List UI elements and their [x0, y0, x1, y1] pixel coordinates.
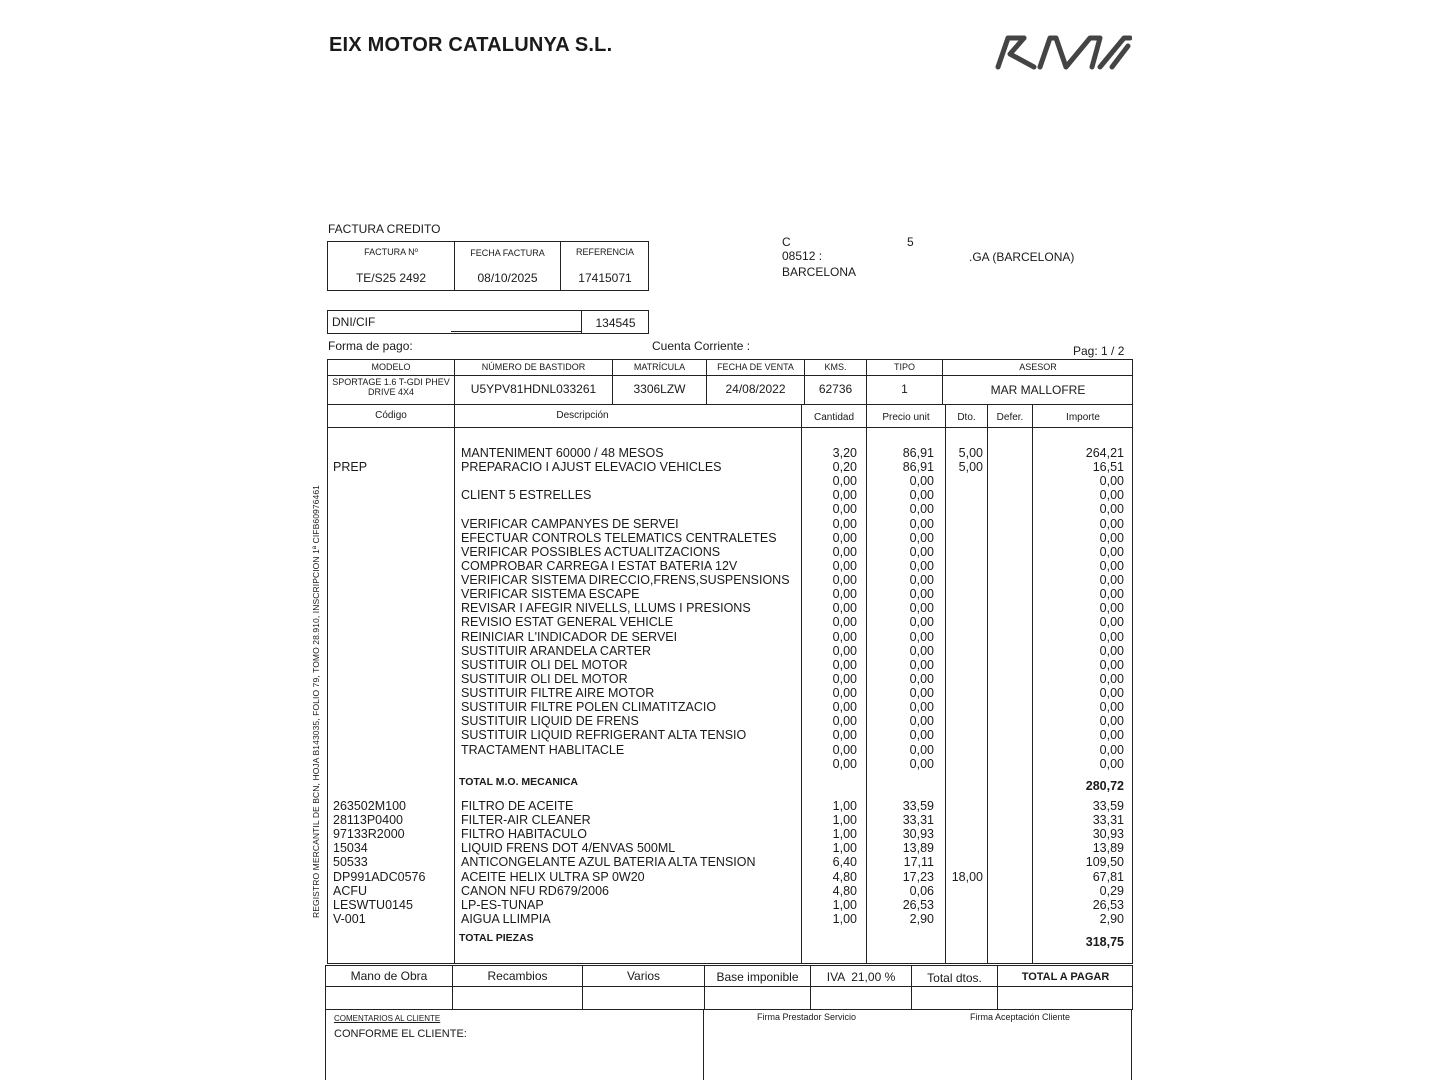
cell-cantidad: 0,00 — [832, 756, 857, 771]
table-row — [0, 714, 1440, 728]
cell-codigo: 28113P0400 — [333, 813, 403, 828]
cell-importe: 0,00 — [1099, 587, 1124, 602]
cell-cantidad: 0,00 — [832, 671, 857, 686]
cell-precio: 17,23 — [902, 869, 934, 884]
summary-base-imponible: Base imponible — [716, 970, 799, 984]
table-row — [0, 700, 1440, 714]
cell-cantidad: 0,00 — [832, 686, 857, 701]
table-row — [0, 587, 1440, 601]
vehicle-model-line1: SPORTAGE 1.6 T-GDI PHEV — [332, 377, 450, 387]
summary-total-a-pagar: TOTAL A PAGAR — [1021, 971, 1110, 983]
cell-precio: 33,59 — [902, 799, 934, 813]
cell-precio: 0,00 — [909, 615, 934, 630]
col-fecha-venta: FECHA DE VENTA — [717, 362, 794, 372]
cell-precio: 86,91 — [902, 460, 934, 475]
cell-dto: 5,00 — [958, 446, 983, 460]
cell-importe: 0,00 — [1099, 558, 1124, 573]
col-dto: Dto. — [957, 412, 976, 423]
table-row — [0, 743, 1440, 757]
col-bastidor: NÚMERO DE BASTIDOR — [481, 362, 586, 372]
vehicle-model-line2: DRIVE 4X4 — [367, 387, 415, 397]
cell-cantidad: 1,00 — [832, 827, 857, 842]
cell-precio: 0,00 — [909, 742, 934, 757]
col-descripcion: Descripción — [556, 410, 609, 421]
invoice-date-label: FECHA FACTURA — [470, 248, 545, 258]
table-row — [0, 517, 1440, 531]
cell-precio: 0,00 — [909, 530, 934, 545]
cell-precio: 0,06 — [909, 883, 934, 898]
cell-descripcion: REVISIO ESTAT GENERAL VEHICLE — [461, 615, 674, 630]
cell-precio: 0,00 — [909, 657, 934, 672]
cell-cantidad: 0,00 — [832, 558, 857, 573]
cell-importe: 0,00 — [1099, 573, 1124, 588]
cell-descripcion: LP-ES-TUNAP — [461, 897, 544, 912]
cell-precio: 17,11 — [903, 855, 934, 870]
cell-precio: 0,00 — [909, 756, 934, 771]
cell-cantidad: 0,00 — [832, 615, 857, 630]
cell-descripcion: ANTICONGELANTE AZUL BATERIA ALTA TENSION — [461, 855, 756, 870]
cell-descripcion: SUSTITUIR ARANDELA CARTER — [461, 643, 652, 658]
table-row — [0, 728, 1440, 742]
cell-codigo: LESWTU0145 — [333, 897, 413, 912]
cell-precio: 13,89 — [902, 841, 934, 856]
cell-precio: 0,00 — [909, 714, 934, 729]
cell-precio: 86,91 — [902, 446, 934, 460]
summary-varios: Varios — [626, 969, 661, 983]
cell-cantidad: 0,00 — [832, 742, 857, 757]
table-row — [0, 898, 1440, 912]
cell-importe: 0,00 — [1099, 502, 1124, 517]
cell-cantidad: 4,80 — [832, 883, 857, 898]
col-cantidad: Cantidad — [813, 412, 855, 423]
cell-dto: 5,00 — [958, 460, 983, 475]
customer-town: .GA (BARCELONA) — [969, 250, 1075, 264]
parts-total-label: TOTAL PIEZAS — [459, 932, 534, 944]
invoice-number-label: FACTURA Nº — [364, 247, 418, 257]
cell-precio: 0,00 — [909, 558, 934, 573]
cell-dto: 18,00 — [951, 869, 983, 884]
cell-importe: 0,00 — [1099, 728, 1124, 743]
cell-cantidad: 0,00 — [832, 502, 857, 517]
cell-precio: 0,00 — [909, 587, 934, 602]
cell-importe: 264,21 — [1085, 446, 1124, 460]
col-defer: Defer. — [996, 412, 1024, 423]
cell-importe: 0,00 — [1099, 544, 1124, 559]
table-row — [0, 813, 1440, 827]
table-row — [0, 531, 1440, 545]
labor-total-label: TOTAL M.O. MECANICA — [459, 776, 578, 788]
col-matricula: MATRÍCULA — [633, 362, 686, 372]
vehicle-bastidor: U5YPV81HDNL033261 — [470, 382, 597, 396]
table-row — [0, 757, 1440, 771]
cell-descripcion: SUSTITUIR LIQUID REFRIGERANT ALTA TENSIO — [461, 728, 747, 743]
cell-precio: 33,31 — [902, 813, 934, 828]
table-row — [0, 545, 1440, 559]
cell-importe: 0,00 — [1099, 629, 1124, 644]
table-row — [0, 615, 1440, 629]
table-row — [0, 460, 1440, 474]
customer-city: BARCELONA — [782, 265, 857, 279]
document-type: FACTURA CREDITO — [328, 222, 441, 236]
cell-precio: 0,00 — [909, 700, 934, 715]
cell-codigo: 97133R2000 — [333, 827, 405, 842]
cell-cantidad: 6,40 — [832, 855, 857, 870]
cell-importe: 2,90 — [1099, 911, 1124, 926]
cell-importe: 26,53 — [1092, 897, 1124, 912]
cell-codigo: PREP — [333, 460, 368, 475]
current-account-label: Cuenta Corriente : — [652, 339, 751, 353]
cell-descripcion: REINICIAR L'INDICADOR DE SERVEI — [461, 629, 678, 644]
cell-precio: 0,00 — [909, 728, 934, 743]
vehicle-tipo: 1 — [901, 382, 908, 396]
cell-cantidad: 1,00 — [832, 911, 857, 926]
cell-descripcion: LIQUID FRENS DOT 4/ENVAS 500ML — [461, 841, 676, 856]
cell-importe: 0,00 — [1099, 714, 1124, 729]
col-kms: KMS. — [824, 362, 847, 372]
cell-descripcion: REVISAR I AFEGIR NIVELLS, LLUMS I PRESIONS — [461, 601, 751, 616]
cell-descripcion: CLIENT 5 ESTRELLES — [461, 488, 592, 503]
cell-precio: 0,00 — [909, 502, 934, 517]
cell-cantidad: 0,00 — [832, 700, 857, 715]
table-row — [0, 630, 1440, 644]
cell-codigo: 50533 — [333, 855, 368, 870]
summary-iva: IVA 21,00 % — [826, 970, 896, 984]
cell-descripcion: SUSTITUIR FILTRE AIRE MOTOR — [461, 686, 655, 701]
table-row — [0, 446, 1440, 460]
cell-cantidad: 1,00 — [832, 813, 857, 828]
cell-importe: 0,00 — [1099, 474, 1124, 489]
cell-importe: 0,00 — [1099, 700, 1124, 715]
cell-cantidad: 0,00 — [832, 573, 857, 588]
cell-codigo: 263502M100 — [333, 799, 406, 813]
table-row — [0, 884, 1440, 898]
cell-importe: 0,00 — [1099, 686, 1124, 701]
cell-importe: 0,00 — [1099, 671, 1124, 686]
invoice-date: 08/10/2025 — [477, 271, 538, 285]
cell-importe: 0,00 — [1099, 615, 1124, 630]
cell-importe: 0,00 — [1099, 643, 1124, 658]
cell-cantidad: 0,00 — [832, 643, 857, 658]
col-tipo: TIPO — [893, 362, 915, 372]
cell-cantidad: 0,00 — [832, 657, 857, 672]
table-row — [0, 488, 1440, 502]
cell-precio: 0,00 — [909, 474, 934, 489]
cell-codigo: 15034 — [333, 841, 368, 856]
cell-descripcion: EFECTUAR CONTROLS TELEMATICS CENTRALETES — [461, 530, 777, 545]
table-row — [0, 855, 1440, 869]
cell-cantidad: 0,00 — [832, 728, 857, 743]
cell-importe: 109,50 — [1085, 855, 1124, 870]
cell-precio: 2,90 — [909, 911, 934, 926]
cell-importe: 33,59 — [1092, 799, 1124, 813]
cell-precio: 0,00 — [909, 601, 934, 616]
cell-codigo: ACFU — [333, 883, 368, 898]
cell-descripcion: ACEITE HELIX ULTRA SP 0W20 — [461, 869, 645, 884]
cell-importe: 13,89 — [1092, 841, 1124, 856]
table-row — [0, 502, 1440, 516]
col-precio: Precio unit — [882, 412, 930, 423]
cell-descripcion: SUSTITUIR FILTRE POLEN CLIMATITZACIO — [461, 700, 717, 715]
cell-importe: 0,29 — [1099, 883, 1124, 898]
cell-cantidad: 0,00 — [832, 587, 857, 602]
cell-descripcion: FILTRO HABITACULO — [461, 827, 587, 842]
cell-descripcion: VERIFICAR SISTEMA DIRECCIO,FRENS,SUSPENSIONS — [461, 573, 790, 588]
cell-cantidad: 0,00 — [832, 629, 857, 644]
cell-importe: 0,00 — [1099, 742, 1124, 757]
cell-precio: 0,00 — [909, 643, 934, 658]
cell-descripcion: VERIFICAR POSSIBLES ACTUALITZACIONS — [461, 544, 721, 559]
dni-value: 134545 — [595, 316, 636, 330]
table-row — [0, 799, 1440, 813]
customer-line1: C — [782, 235, 791, 249]
cell-cantidad: 1,00 — [832, 897, 857, 912]
customer-conformity: CONFORME EL CLIENTE: — [334, 1028, 467, 1040]
parts-total-value: 318,75 — [1085, 935, 1124, 949]
cell-precio: 0,00 — [909, 629, 934, 644]
cell-descripcion: FILTER-AIR CLEANER — [461, 813, 591, 828]
table-row — [0, 672, 1440, 686]
cell-cantidad: 1,00 — [832, 841, 857, 856]
page-number: Pag: 1 / 2 — [1073, 344, 1125, 358]
invoice-reference: 17415071 — [578, 271, 632, 285]
cell-cantidad: 0,00 — [832, 516, 857, 531]
cell-cantidad: 3,20 — [832, 446, 857, 460]
cell-descripcion: VERIFICAR SISTEMA ESCAPE — [461, 587, 640, 602]
cell-cantidad: 4,80 — [832, 869, 857, 884]
cell-importe: 0,00 — [1099, 530, 1124, 545]
cell-precio: 0,00 — [909, 544, 934, 559]
cell-importe: 16,51 — [1092, 460, 1124, 475]
cell-descripcion: MANTENIMENT 60000 / 48 MESOS — [461, 446, 664, 460]
company-name: EIX MOTOR CATALUNYA S.L. — [329, 34, 613, 56]
summary-mano-obra: Mano de Obra — [350, 969, 428, 983]
table-row — [0, 686, 1440, 700]
cell-cantidad: 0,00 — [832, 601, 857, 616]
table-row — [0, 658, 1440, 672]
cell-descripcion: FILTRO DE ACEITE — [461, 799, 574, 813]
dni-label: DNI/CIF — [332, 315, 376, 329]
cell-importe: 0,00 — [1099, 601, 1124, 616]
customer-signature-label: Firma Aceptación Cliente — [970, 1012, 1071, 1022]
table-row — [0, 827, 1440, 841]
cell-importe: 0,00 — [1099, 756, 1124, 771]
table-row — [0, 559, 1440, 573]
vehicle-fecha-venta: 24/08/2022 — [725, 382, 786, 396]
vehicle-kms: 62736 — [818, 382, 853, 396]
cell-codigo: DP991ADC0576 — [333, 869, 426, 884]
vehicle-asesor: MAR MALLOFRE — [990, 383, 1086, 397]
registry-text: REGISTRO MERCANTIL DE BCN, HOJA B143035, FOLIO 79, TOMO 28.910, INSCRIPCION 1ª CIFB60976461 — [311, 485, 321, 918]
cell-descripcion: SUSTITUIR OLI DEL MOTOR — [461, 671, 628, 686]
cell-cantidad: 0,20 — [832, 460, 857, 475]
invoice-number: TE/S25 2492 — [355, 271, 427, 285]
cell-precio: 0,00 — [909, 671, 934, 686]
cell-precio: 26,53 — [902, 897, 934, 912]
cell-descripcion: SUSTITUIR LIQUID DE FRENS — [461, 714, 639, 729]
customer-postcode: 08512 : — [782, 249, 823, 263]
cell-importe: 67,81 — [1092, 869, 1124, 884]
cell-precio: 0,00 — [909, 686, 934, 701]
cell-descripcion: COMPROBAR CARREGA I ESTAT BATERIA 12V — [461, 558, 738, 573]
col-importe: Importe — [1066, 412, 1100, 423]
col-codigo: Código — [375, 410, 407, 421]
cell-importe: 0,00 — [1099, 657, 1124, 672]
cell-descripcion: VERIFICAR CAMPANYES DE SERVEI — [461, 516, 679, 531]
payment-method-label: Forma de pago: — [328, 339, 413, 353]
cell-cantidad: 0,00 — [832, 714, 857, 729]
cell-importe: 0,00 — [1099, 516, 1124, 531]
invoice-reference-label: REFERENCIA — [575, 247, 634, 257]
summary-total-dtos: Total dtos. — [927, 971, 982, 985]
cell-descripcion: PREPARACIO I AJUST ELEVACIO VEHICLES — [461, 460, 722, 475]
cell-precio: 0,00 — [909, 516, 934, 531]
labor-total-value: 280,72 — [1085, 779, 1124, 793]
cell-importe: 30,93 — [1092, 827, 1124, 842]
table-row — [0, 912, 1440, 926]
cell-cantidad: 0,00 — [832, 544, 857, 559]
provider-signature-label: Firma Prestador Servicio — [757, 1012, 857, 1022]
kia-logo-icon — [994, 34, 1132, 70]
table-row — [0, 601, 1440, 615]
col-asesor: ASESOR — [1019, 362, 1057, 372]
table-row — [0, 841, 1440, 855]
vehicle-matricula: 3306LZW — [633, 382, 686, 396]
cell-importe: 33,31 — [1092, 813, 1124, 828]
cell-cantidad: 1,00 — [832, 799, 857, 813]
cell-precio: 30,93 — [902, 827, 934, 842]
table-row — [0, 644, 1440, 658]
table-row — [0, 474, 1440, 488]
table-row — [0, 573, 1440, 587]
cell-codigo: V-001 — [333, 911, 366, 926]
cell-cantidad: 0,00 — [832, 488, 857, 503]
col-modelo: MODELO — [371, 362, 411, 372]
cell-descripcion: CANON NFU RD679/2006 — [461, 883, 609, 898]
summary-recambios: Recambios — [487, 969, 548, 983]
comments-label: COMENTARIOS AL CLIENTE — [334, 1014, 441, 1023]
cell-precio: 0,00 — [909, 488, 934, 503]
table-row — [0, 870, 1440, 884]
cell-descripcion: SUSTITUIR OLI DEL MOTOR — [461, 657, 628, 672]
customer-line1-number: 5 — [907, 235, 914, 249]
cell-cantidad: 0,00 — [832, 530, 857, 545]
cell-precio: 0,00 — [909, 573, 934, 588]
cell-descripcion: TRACTAMENT HABLITACLE — [461, 742, 625, 757]
cell-descripcion: AIGUA LLIMPIA — [461, 911, 551, 926]
cell-cantidad: 0,00 — [832, 474, 857, 489]
cell-importe: 0,00 — [1099, 488, 1124, 503]
